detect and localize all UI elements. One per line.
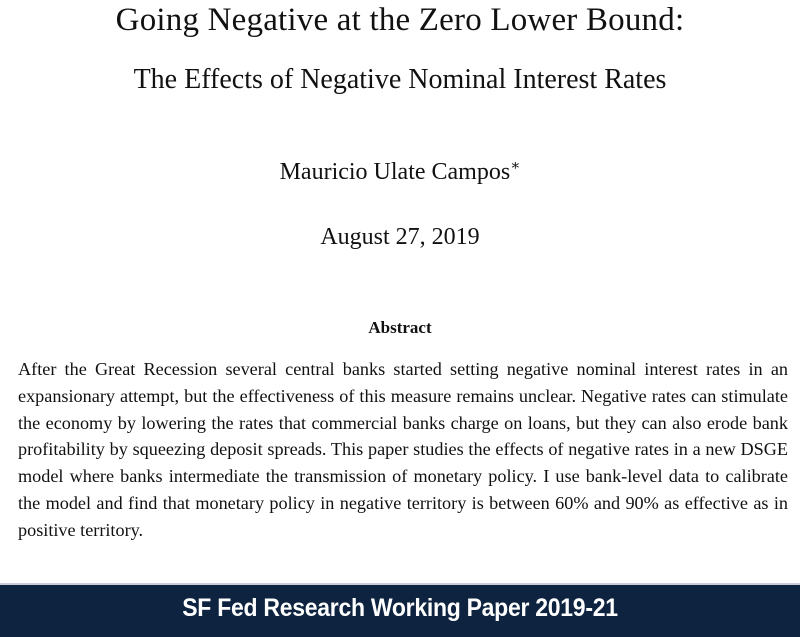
paper-subtitle: The Effects of Negative Nominal Interest Rates: [133, 64, 667, 95]
paper-date: August 27, 2019: [320, 224, 480, 250]
footer-banner: [0, 583, 800, 637]
paper-title: Going Negative at the Zero Lower Bound:: [115, 2, 685, 38]
author-line: [0, 156, 800, 186]
abstract-text: After the Great Recession several central banks started setting negative nominal interest rates in an expansionary attempt, but the effectiveness of this measure remains unclear. Negative rates can stimulate the economy by lowering the rates that commercial banks charge on loans, but they can also erode bank profitability by squeezing deposit spreads. This paper studies the effects of negative rates in a new DSGE model where banks intermediate the transmission of monetary policy. I use bank-level data to calibrate the model and find that monetary policy in negative territory is between 60% and 90% as effective as in positive territory.: [18, 359, 788, 540]
footer-label: SF Fed Research Working Paper 2019-21: [182, 594, 618, 622]
abstract-heading: Abstract: [368, 318, 432, 337]
author-name: Mauricio Ulate Campos: [279, 159, 511, 185]
author-footnote-mark[interactable]: ∗: [510, 158, 521, 174]
